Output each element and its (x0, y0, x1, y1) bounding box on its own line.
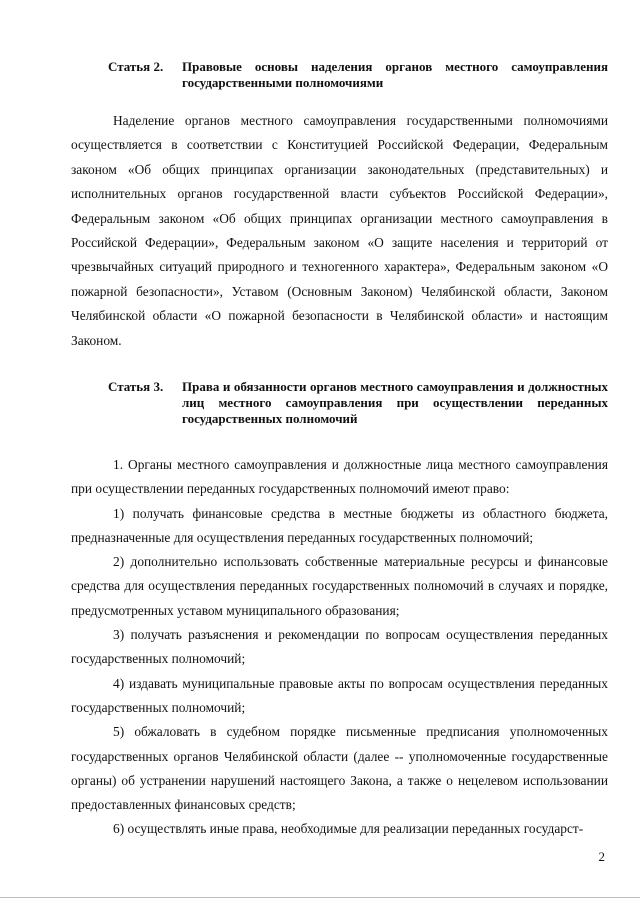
article-3-item-2: 2) дополнительно использовать собственные материальные ресурсы и финансовые средства для осуществления переданных государственных полномочий в случаях и порядке, предусмотренных уставом муниципального образования; (71, 554, 608, 618)
page-bottom-divider (0, 897, 640, 898)
article-3-title: Права и обязанности органов местного самоуправления и должностных лиц местного самоуправления при осуществлении переданных государственных полномочий (182, 379, 608, 426)
article-3-item-1: 1) получать финансовые средства в местные бюджеты из областного бюджета, предназначенные для осуществления переданных государственных полномочий; (71, 505, 608, 545)
article-3-paragraph-1: 1. Органы местного самоуправления и должностные лица местного самоуправления при осуществлении переданных государственных полномочий имеют право: (71, 457, 608, 497)
article-2-body (71, 109, 608, 353)
article-3-body (71, 453, 608, 842)
article-3-item-3: 3) получать разъяснения и рекомендации по вопросам осуществления переданных государственных полномочий; (71, 627, 608, 667)
article-2-title: Правовые основы наделения органов местного самоуправления государственными полномочиями (182, 59, 608, 90)
article-3-number: Статья 3. (108, 379, 164, 394)
article-2-number: Статья 2. (108, 59, 164, 74)
article-3-item-4: 4) издавать муниципальные правовые акты по вопросам осуществления переданных государственных полномочий; (71, 675, 608, 715)
article-2-heading (108, 59, 608, 91)
article-2-paragraph: Наделение органов местного самоуправления государственными полномочиями осуществляется в соответствии с Конституцией Российской Федерации, Федеральным законом «Об общих принципах организации законодательных (представительных) и исполнительных органов государственной власти субъектов Российской Федерации», Федеральным законом «Об общих принципах организации местного самоуправления в Российской Федерации», Федеральным законом «О защите населения и территорий от чрезвычайных ситуаций природного и техногенного характера», Федеральным законом «О пожарной безопасности», Уставом (Основным Законом) Челябинской области, Законом Челябинской области «О пожарной безопасности в Челябинской области» и настоящим Законом. (71, 113, 608, 348)
article-3-item-5: 5) обжаловать в судебном порядке письменные предписания уполномоченных государственных органов Челябинской области (далее -- уполномоченные государственные органы) об устранении нарушений настоящего Закона, а также о нецелевом использовании предоставленных финансовых средств; (71, 724, 608, 813)
article-3-item-6: 6) осуществлять иные права, необходимые для реализации переданных государст- (113, 821, 584, 837)
article-3-heading (108, 379, 608, 427)
page-number: 2 (598, 849, 605, 864)
